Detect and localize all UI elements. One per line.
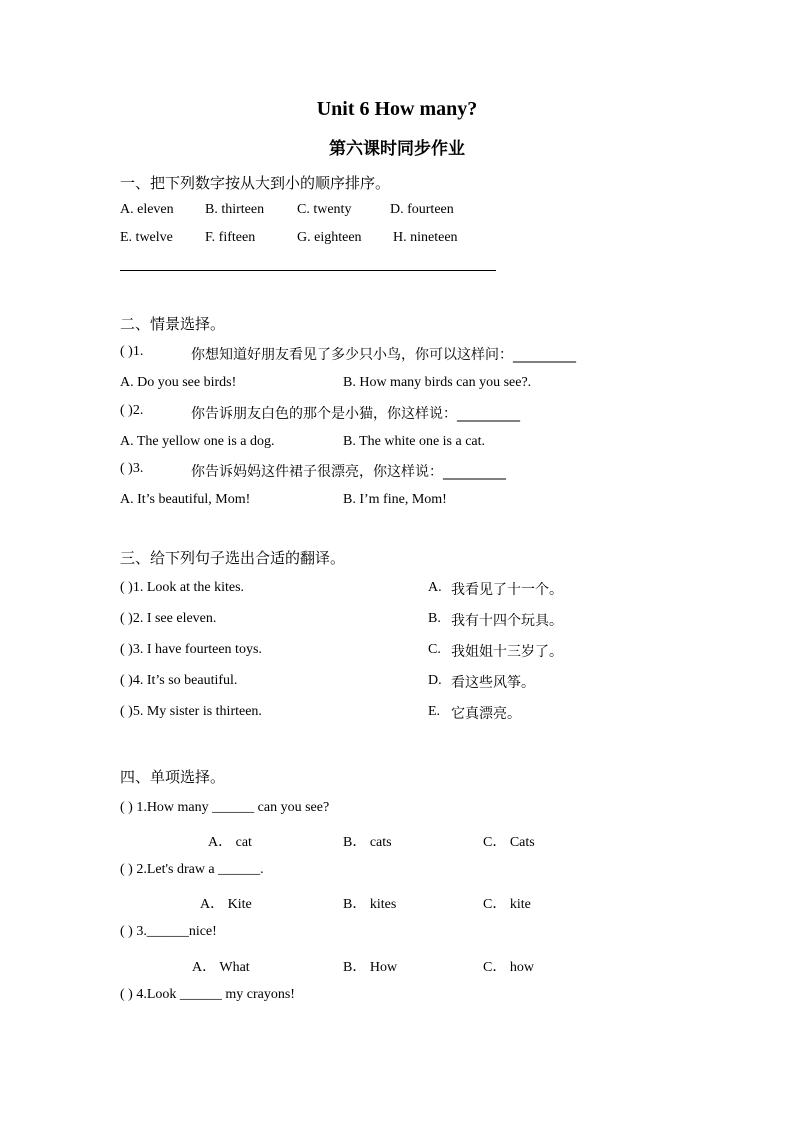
section1-option: F. fifteen: [205, 230, 256, 245]
translation: 我看见了十一个。: [451, 582, 563, 598]
mc-option: A． What: [192, 960, 250, 975]
mc-option: A． Kite: [200, 897, 252, 912]
option-letter: A.: [428, 580, 442, 595]
section2-heading: 二、情景选择。: [120, 315, 226, 333]
mc-question: ( ) 2.Let's draw a ______.: [120, 862, 264, 877]
section3-heading: 三、给下列句子选出合适的翻译。: [120, 549, 346, 567]
mc-option: C． Cats: [483, 835, 535, 850]
option-a: A. The yellow one is a dog.: [120, 434, 275, 449]
section1-option: G. eighteen: [297, 230, 362, 245]
page-title: Unit 6 How many?: [316, 98, 478, 120]
section1-option: C. twenty: [297, 202, 352, 217]
section4-heading: 四、单项选择。: [120, 768, 226, 786]
mc-question: ( ) 4.Look ______ my crayons!: [120, 987, 295, 1002]
mc-question: ( ) 1.How many ______ can you see?: [120, 800, 330, 815]
option-letter: E.: [428, 704, 441, 719]
option-a: A. Do you see birds!: [120, 375, 237, 390]
question-text: 你告诉朋友白色的那个是小猫，你这样说：_________: [191, 406, 520, 422]
question-prefix: ( )1.: [120, 344, 144, 359]
section1-heading: 一、把下列数字按从大到小的顺序排序。: [120, 174, 391, 192]
option-letter: D.: [428, 673, 442, 688]
page-subtitle: 第六课时同步作业: [329, 139, 465, 159]
option-letter: C.: [428, 642, 441, 657]
mc-option: A． cat: [208, 835, 252, 850]
option-b: B. I’m fine, Mom!: [343, 492, 447, 507]
sentence-left: ( )1. Look at the kites.: [120, 580, 245, 595]
mc-option: C． how: [483, 960, 534, 975]
section1-option: D. fourteen: [390, 202, 454, 217]
section1-option: H. nineteen: [393, 230, 458, 245]
translation: 看这些风筝。: [451, 675, 535, 691]
section1-option: E. twelve: [120, 230, 173, 245]
translation: 它真漂亮。: [451, 706, 521, 722]
option-b: B. The white one is a cat.: [343, 434, 486, 449]
question-prefix: ( )2.: [120, 403, 144, 418]
section1-option: B. thirteen: [205, 202, 265, 217]
option-letter: B.: [428, 611, 441, 626]
option-a: A. It’s beautiful, Mom!: [120, 492, 251, 507]
sentence-left: ( )3. I have fourteen toys.: [120, 642, 262, 657]
mc-option: B． How: [343, 960, 398, 975]
mc-option: C． kite: [483, 897, 531, 912]
question-prefix: ( )3.: [120, 461, 144, 476]
translation: 我姐姐十三岁了。: [451, 644, 563, 660]
question-text: 你告诉妈妈这件裙子很漂亮，你这样说：_________: [191, 464, 506, 480]
mc-question: ( ) 3.______nice!: [120, 924, 217, 939]
mc-option: B． kites: [343, 897, 397, 912]
sentence-left: ( )5. My sister is thirteen.: [120, 704, 262, 719]
question-text: 你想知道好朋友看见了多少只小鸟，你可以这样问：_________: [191, 347, 576, 363]
option-b: B. How many birds can you see?.: [343, 375, 532, 390]
sentence-left: ( )2. I see eleven.: [120, 611, 217, 626]
answer-line[interactable]: [120, 270, 496, 271]
section1-option: A. eleven: [120, 202, 174, 217]
translation: 我有十四个玩具。: [451, 613, 563, 629]
sentence-left: ( )4. It’s so beautiful.: [120, 673, 238, 688]
mc-option: B． cats: [343, 835, 392, 850]
